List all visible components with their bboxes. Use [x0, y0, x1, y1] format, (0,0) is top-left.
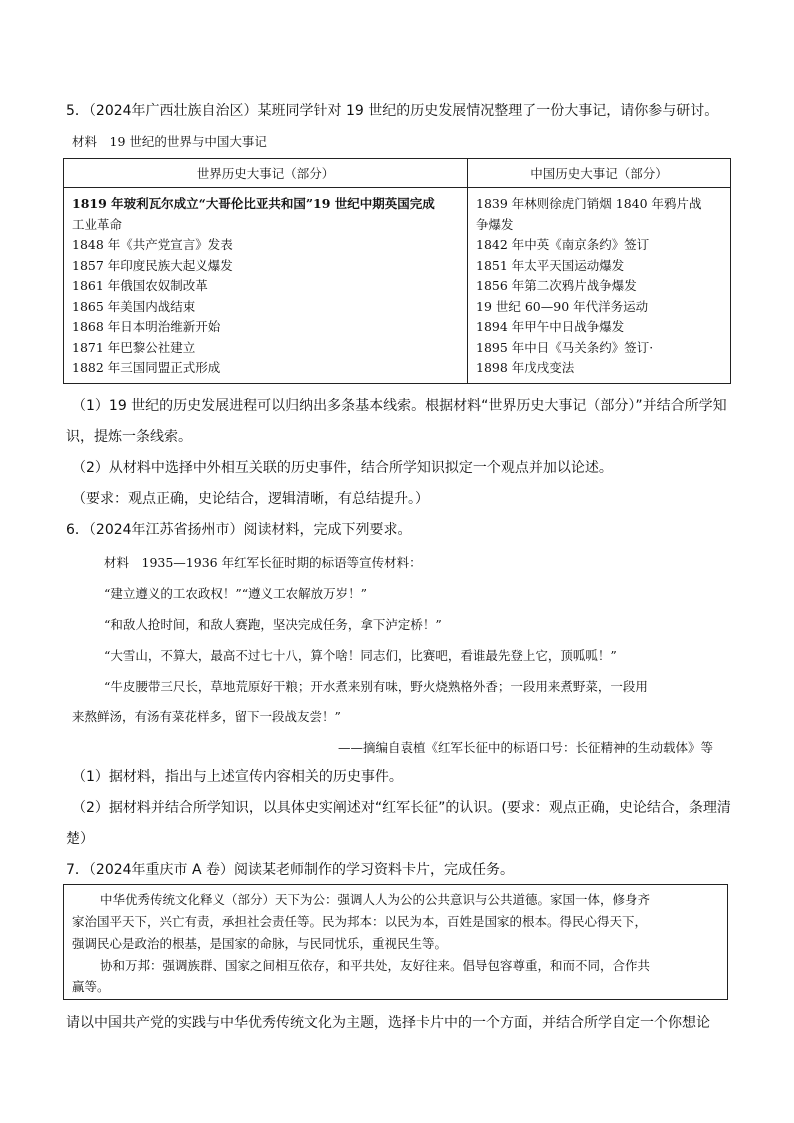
china-event: 1898 年戊戌变法 — [476, 360, 575, 375]
card-line: 协和万邦：强调族群、国家之间相互依存，和平共处，友好往来。倡导包容尊重，和而不同，合作共 — [100, 958, 651, 973]
china-event: 1895 年中日《马关条约》签订· — [476, 339, 654, 355]
world-event: 1868 年日本明治维新开始 — [72, 319, 221, 334]
q6-slogan-4: “牛皮腰带三尺长，草地荒原好干粮；开水煮来别有味，野火烧熟格外香；一段用来煮野菜，一段用 — [104, 679, 648, 694]
china-event: 1839 年林则徐虎门销烟 1840 年鸦片战 — [476, 196, 702, 211]
table-header-china: 中国历史大事记（部分） — [468, 159, 731, 188]
q6-sub2-line1: （2）据材料并结合所学知识，以具体史实阐述对“红军长征”的认识。(要求：观点正确，史论结合，条理清 — [72, 800, 731, 816]
q6-material-title: 材料 1935—1936 年红军长征时期的标语等宣传材料： — [104, 555, 422, 570]
china-events-cell — [468, 188, 731, 384]
world-event: 1848 年《共产党宣言》发表 — [72, 237, 233, 252]
china-event: 1894 年甲午中日战争爆发 — [476, 319, 625, 334]
world-event: 1865 年美国内战结束 — [72, 298, 196, 314]
table-header-world: 世界历史大事记（部分） — [64, 159, 468, 188]
q5-sub1-line1: （1）19 世纪的历史发展进程可以归纳出多条基本线索。根据材料“世界历史大事记（部分）”并结合所学知 — [72, 398, 727, 414]
world-event: 1819 年玻利瓦尔成立“大哥伦比亚共和国”19 世纪中期英国完成 — [72, 196, 435, 211]
china-event: 争爆发 — [476, 216, 514, 232]
q7-stem: 7．（2024年重庆市 A 卷）阅读某老师制作的学习资料卡片，完成任务。 — [66, 862, 515, 878]
q5-sub2: （2）从材料中选择中外相互关联的历史事件，结合所学知识拟定一个观点并加以论述。 — [72, 460, 613, 476]
world-event: 1871 年巴黎公社建立 — [72, 339, 196, 355]
q6-sub1: （1）据材料，指出与上述宣传内容相关的历史事件。 — [72, 769, 403, 785]
card-line: 家治国平天下，兴亡有责，承担社会责任等。民为邦本：以民为本，百姓是国家的根本。得民心得天下， — [72, 914, 648, 929]
q6-slogan-2: “和敌人抢时间，和敌人赛跑，坚决完成任务，拿下泸定桥！” — [104, 617, 442, 632]
q5-sub1-line2: 识，提炼一条线索。 — [66, 429, 192, 445]
q6-sub2-line2: 楚） — [66, 831, 94, 847]
q6-slogan-3: “大雪山，不算大，最高不过七十八，算个啥！同志们，比赛吧，看谁最先登上它，顶呱呱！” — [104, 648, 617, 663]
world-event: 1882 年三国同盟正式形成 — [72, 360, 221, 375]
card-line: 赢等。 — [72, 979, 110, 994]
q7-task: 请以中国共产党的实践与中华优秀传统文化为主题，选择卡片中的一个方面，并结合所学自定一个你想论 — [66, 1015, 710, 1031]
q6-slogan-1: “建立遵义的工农政权！”“遵义工农解放万岁！” — [104, 586, 368, 601]
china-event: 19 世纪 60—90 年代洋务运动 — [476, 298, 649, 314]
events-table — [63, 158, 731, 384]
card-line: 强调民心是政治的根基，是国家的命脉，与民同忧乐，重视民生等。 — [72, 936, 448, 951]
q6-slogan-4-cont: 来熬鲜汤，有汤有菜花样多，留下一段战友尝！” — [72, 709, 341, 724]
world-event: 1861 年俄国农奴制改革 — [72, 278, 208, 293]
q6-source: ——摘编自袁植《红军长征中的标语口号：长征精神的生动载体》等 — [338, 740, 714, 755]
china-event: 1856 年第二次鸦片战争爆发 — [476, 278, 637, 293]
q6-stem: 6．（2024年江苏省扬州市）阅读材料，完成下列要求。 — [66, 522, 412, 538]
study-card — [63, 884, 728, 1000]
world-events-cell — [64, 188, 468, 384]
china-event: 1851 年太平天国运动爆发 — [476, 257, 625, 273]
q5-requirement: （要求：观点正确，史论结合，逻辑清晰，有总结提升。） — [72, 491, 429, 507]
world-event: 1857 年印度民族大起义爆发 — [72, 257, 233, 273]
world-event: 工业革命 — [72, 216, 123, 232]
china-event: 1842 年中英《南京条约》签订 — [476, 237, 650, 252]
q5-material-title: 材料 19 世纪的世界与中国大事记 — [72, 134, 267, 149]
card-line: 中华优秀传统文化释义（部分）天下为公：强调人人为公的公共意识与公共道德。家国一体，修身齐 — [100, 892, 651, 907]
q5-stem: 5．（2024年广西壮族自治区）某班同学针对 19 世纪的历史发展情况整理了一份大事记，请你参与研讨。 — [66, 103, 719, 119]
